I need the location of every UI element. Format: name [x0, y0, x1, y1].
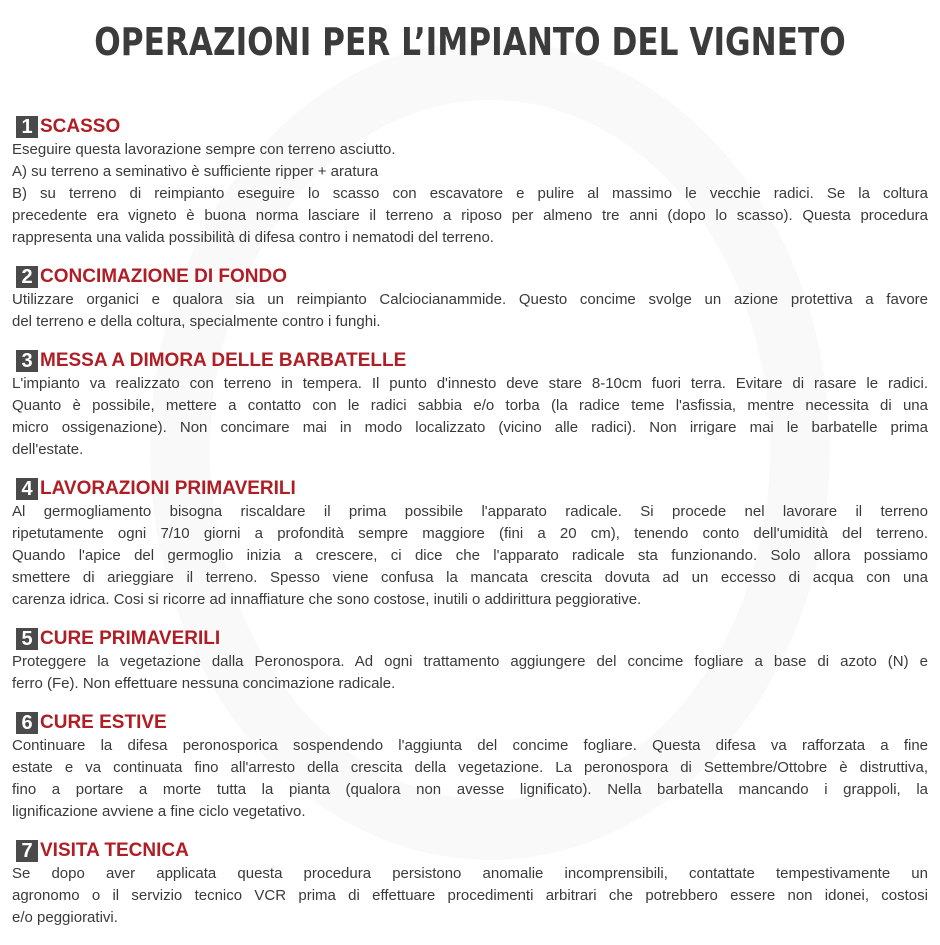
body-text-line: Al germogliamento bisogna riscaldare il prima possibile l'apparato radicale. Si procede nel lavorare il terreno	[12, 503, 928, 520]
body-text-line: Utilizzare organici e qualora sia un reimpianto Calciocianammide. Questo concime svolge un azione protettiva a favore	[12, 291, 928, 308]
section-6	[12, 711, 928, 823]
body-text-line: ferro (Fe). Non effettuare nessuna concimazione radicale.	[12, 675, 396, 692]
section-header	[12, 265, 928, 289]
body-text-line: lignificazione avviene a fine ciclo vegetativo.	[12, 803, 306, 820]
body-text-line: del terreno e della coltura, specialmente contro i funghi.	[12, 313, 381, 330]
section-header	[12, 711, 928, 735]
section-header	[12, 477, 928, 501]
body-text-line: ripetutamente ogni 7/10 giorni a profondità sempre maggiore (fini a 20 cm), tenendo conto dell'umidità del terreno.	[12, 525, 928, 542]
body-text-line: Se dopo aver applicata questa procedura persistono anomalie incomprensibili, contattate tempestivamente un	[12, 865, 928, 882]
section-heading: CURE PRIMAVERILI	[40, 628, 221, 649]
body-text-line: e/o peggiorativi.	[12, 909, 118, 926]
body-text-line: Quanto è possibile, mettere a contatto con le radici sabbia e/o torba (la radice teme l'asfissia, mentre necessita di una	[12, 397, 928, 414]
sections-list	[12, 115, 928, 945]
section-heading: CURE ESTIVE	[40, 712, 167, 733]
page-title: OPERAZIONI PER L’IMPIANTO DEL VIGNETO	[94, 20, 846, 64]
body-text-line: rappresenta una valida possibilità di difesa contro i nematodi del terreno.	[12, 229, 494, 246]
section-heading: VISITA TECNICA	[40, 840, 189, 861]
body-text-line: Continuare la difesa peronosporica sospendendo l'aggiunta del concime fogliare. Questa difesa va rafforzata a fine	[12, 737, 928, 754]
section-heading: CONCIMAZIONE DI FONDO	[40, 266, 287, 287]
section-header	[12, 839, 928, 863]
section-1	[12, 115, 928, 249]
body-text-line: fino a portare a morte tutta la pianta (qualora non avesse lignificato). Nella barbatella mancando i grappoli, la	[12, 781, 928, 798]
body-text-line: smettere di arieggiare il terreno. Spesso viene confusa la mancata crescita dovuta ad un eccesso di acqua con una	[12, 569, 928, 586]
section-number-badge: 7	[16, 840, 38, 862]
section-heading: LAVORAZIONI PRIMAVERILI	[40, 478, 296, 499]
section-heading: SCASSO	[40, 116, 121, 137]
section-header	[12, 349, 928, 373]
section-3	[12, 349, 928, 461]
body-text-line: carenza idrica. Cosi si ricorre ad innaffiature che sono costose, inutili o addirittura peggiorative.	[12, 591, 642, 608]
section-2	[12, 265, 928, 333]
section-number-badge: 4	[16, 478, 38, 500]
body-text-line: B) su terreno di reimpianto eseguire lo scasso con escavatore e pulire al massimo le vecchie radici. Se la coltura	[12, 185, 928, 202]
body-text-line: micro ossigenazione). Non concimare mai in modo localizzato (vicino alle radici). Non irrigare mai le barbatelle prima	[12, 419, 928, 436]
body-text-line: Eseguire questa lavorazione sempre con terreno asciutto.	[12, 141, 396, 158]
section-header	[12, 115, 928, 139]
body-text-line: Proteggere la vegetazione dalla Peronospora. Ad ogni trattamento aggiungere del concime fogliare a base di azoto (N) e	[12, 653, 928, 670]
body-text-line: A) su terreno a seminativo è sufficiente ripper + aratura	[12, 163, 379, 180]
body-text-line: L'impianto va realizzato con terreno in tempera. Il punto d'innesto deve stare 8-10cm fuori terra. Evitare di rasare le radici.	[12, 375, 928, 392]
body-text-line: dell'estate.	[12, 441, 84, 458]
section-number-badge: 1	[16, 116, 38, 138]
section-number-badge: 5	[16, 628, 38, 650]
section-heading: MESSA A DIMORA DELLE BARBATELLE	[40, 350, 407, 371]
body-text-line: estate e va continuata fino all'arresto della crescita della vegetazione. La peronospora di Settembre/Ottobre è distruttiva,	[12, 759, 928, 776]
body-text-line: agronomo o il servizio tecnico VCR prima di effettuare procedimenti arbitrari che potrebbero essere non idonei, costosi	[12, 887, 928, 904]
section-number-badge: 2	[16, 266, 38, 288]
section-7	[12, 839, 928, 929]
section-number-badge: 3	[16, 350, 38, 372]
section-5	[12, 627, 928, 695]
section-number-badge: 6	[16, 712, 38, 734]
section-header	[12, 627, 928, 651]
body-text-line: precedente era vigneto è buona norma lasciare il terreno a riposo per almeno tre anni (dopo lo scasso). Questa procedura	[12, 207, 928, 224]
section-4	[12, 477, 928, 611]
body-text-line: Quando l'apice del germoglio inizia a crescere, ci dice che l'apparato radicale sta funzionando. Solo allora possiamo	[12, 547, 928, 564]
